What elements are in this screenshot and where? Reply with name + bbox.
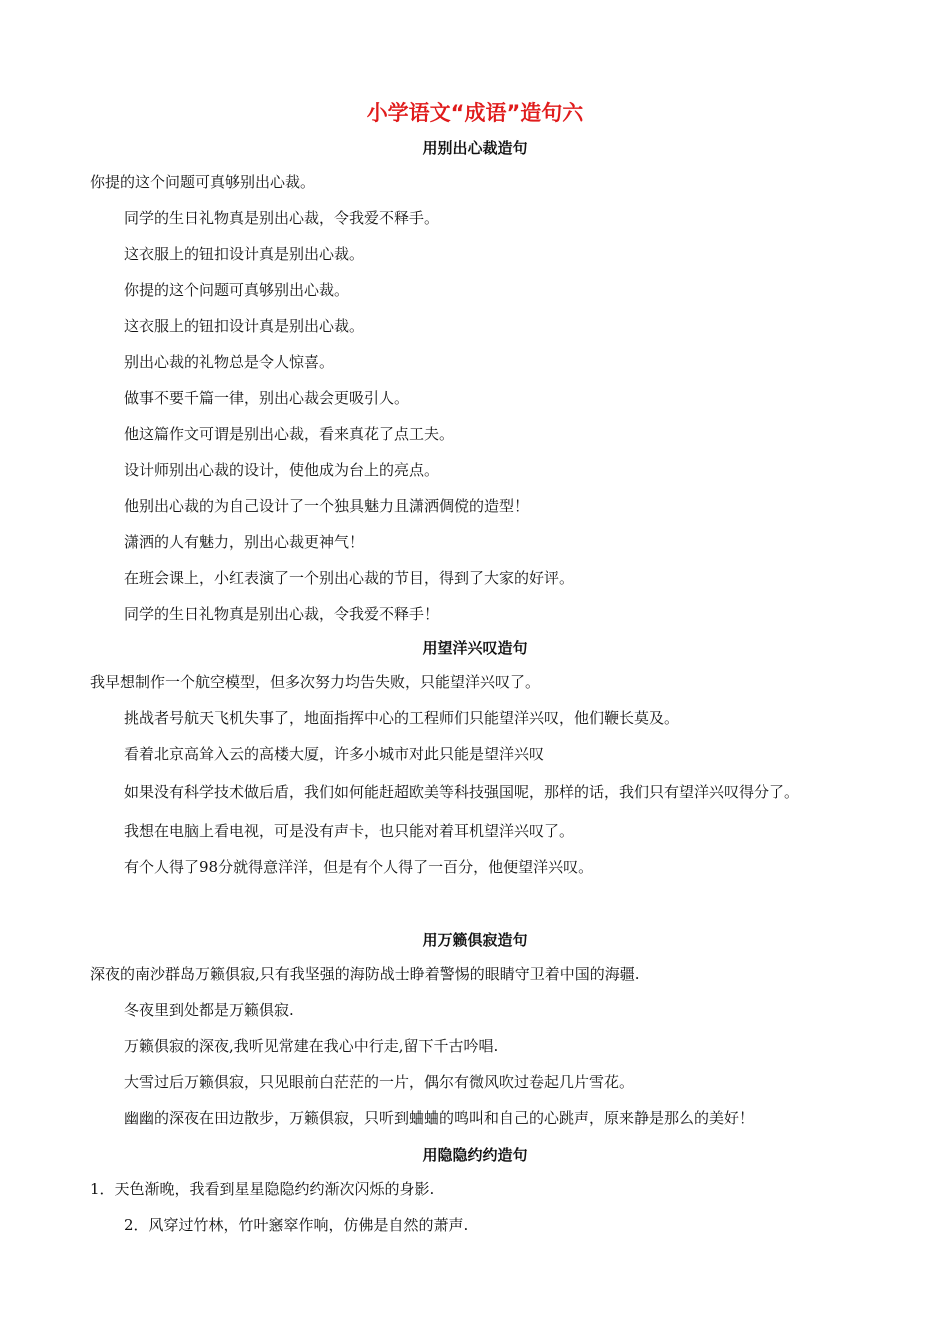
section-heading: 用别出心裁造句 bbox=[422, 139, 528, 157]
section-bie-chu-xin-cai bbox=[0, 138, 950, 632]
sentence: 同学的生日礼物真是别出心裁，令我爱不释手！ bbox=[124, 605, 440, 623]
sentence: 做事不要千篇一律，别出心裁会更吸引人。 bbox=[124, 389, 410, 407]
sentence: 1．天色渐晚，我看到星星隐隐约约渐次闪烁的身影. bbox=[90, 1180, 435, 1198]
section-wang-yang-xing-tan bbox=[0, 638, 950, 885]
sentence: 冬夜里到处都是万籁俱寂. bbox=[124, 1001, 294, 1019]
document-title: 小学语文“成语”造句六 bbox=[366, 101, 584, 125]
sentence: 我想在电脑上看电视，可是没有声卡，也只能对着耳机望洋兴叹了。 bbox=[124, 822, 575, 840]
sentence: 别出心裁的礼物总是令人惊喜。 bbox=[124, 353, 335, 371]
sentence: 如果没有科学技术做后盾，我们如何能赶超欧美等科技强国呢，那样的话，我们只有望洋兴叹得分了。 bbox=[124, 783, 800, 801]
sentence: 挑战者号航天飞机失事了，地面指挥中心的工程师们只能望洋兴叹，他们鞭长莫及。 bbox=[124, 709, 680, 727]
sentence: 同学的生日礼物真是别出心裁，令我爱不释手。 bbox=[124, 209, 440, 227]
sentence: 这衣服上的钮扣设计真是别出心裁。 bbox=[124, 245, 365, 263]
sentence: 2．风穿过竹林，竹叶窸窣作响，仿佛是自然的萧声. bbox=[124, 1216, 469, 1234]
sentence: 这衣服上的钮扣设计真是别出心裁。 bbox=[124, 317, 365, 335]
sentence: 你提的这个问题可真够别出心裁。 bbox=[124, 281, 350, 299]
sentence: 在班会课上，小红表演了一个别出心裁的节目，得到了大家的好评。 bbox=[124, 569, 575, 587]
sentence: 你提的这个问题可真够别出心裁。 bbox=[90, 173, 316, 191]
sentence: 潇洒的人有魅力，别出心裁更神气！ bbox=[124, 533, 365, 551]
sentence: 他这篇作文可谓是别出心裁，看来真花了点工夫。 bbox=[124, 425, 455, 443]
sentence: 万籁俱寂的深夜,我听见常建在我心中行走,留下千古吟唱. bbox=[124, 1037, 499, 1055]
section-heading: 用万籁俱寂造句 bbox=[422, 931, 528, 949]
sentence: 大雪过后万籁俱寂，只见眼前白茫茫的一片，偶尔有微风吹过卷起几片雪花。 bbox=[124, 1073, 635, 1091]
sentence: 幽幽的深夜在田边散步，万籁俱寂，只听到蛐蛐的鸣叫和自己的心跳声，原来静是那么的美好！ bbox=[124, 1109, 755, 1127]
sentence: 有个人得了98分就得意洋洋，但是有个人得了一百分，他便望洋兴叹。 bbox=[124, 858, 594, 876]
sentence: 看着北京高耸入云的高楼大厦，许多小城市对此只能是望洋兴叹 bbox=[124, 745, 545, 763]
section-wan-lai-ju-ji bbox=[0, 930, 950, 1136]
section-heading: 用望洋兴叹造句 bbox=[422, 639, 528, 657]
section-yin-yin-yue-yue bbox=[0, 1145, 950, 1243]
sentence: 设计师别出心裁的设计，使他成为台上的亮点。 bbox=[124, 461, 440, 479]
sentence: 他别出心裁的为自己设计了一个独具魅力且潇洒倜傥的造型！ bbox=[124, 497, 530, 515]
section-heading: 用隐隐约约造句 bbox=[422, 1146, 528, 1164]
sentence: 我早想制作一个航空模型，但多次努力均告失败，只能望洋兴叹了。 bbox=[90, 673, 541, 691]
sentence: 深夜的南沙群岛万籁俱寂,只有我坚强的海防战士睁着警惕的眼睛守卫着中国的海疆. bbox=[90, 965, 640, 983]
